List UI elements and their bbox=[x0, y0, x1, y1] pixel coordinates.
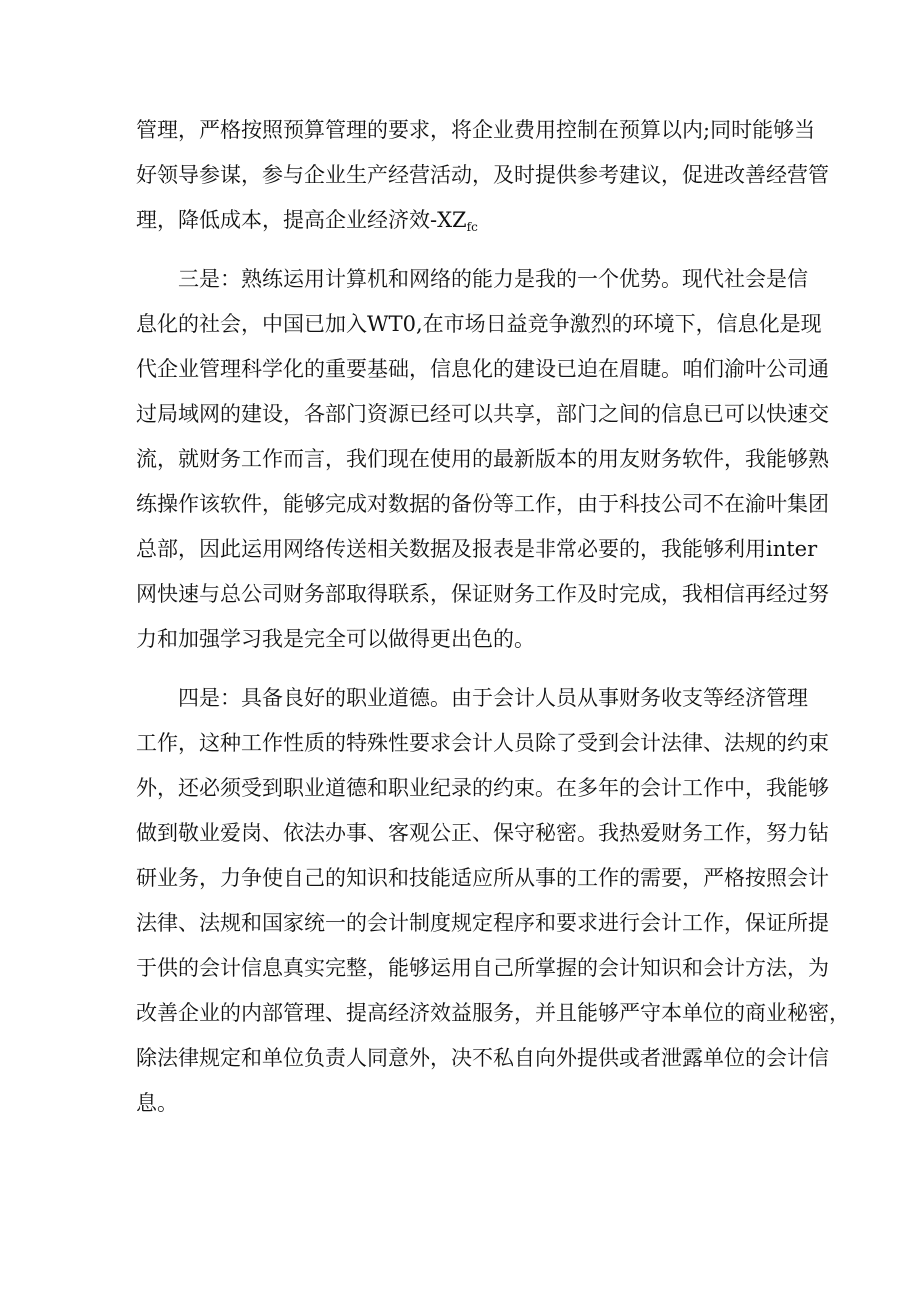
text-line: 网快速与总公司财务部取得联系，保证财务工作及时完成，我相信再经过努 bbox=[136, 582, 829, 606]
subscript-text: fc bbox=[466, 220, 478, 234]
text-line bbox=[136, 198, 792, 243]
text-line: 总部，因此运用网络传送相关数据及报表是非常必要的，我能够利用inter bbox=[136, 537, 818, 561]
paragraph-professional-ethics bbox=[136, 676, 850, 1126]
text-line: 法律、法规和国家统一的会计制度规定程序和要求进行会计工作，保证所提 bbox=[136, 911, 829, 935]
paragraph-spacer bbox=[136, 662, 792, 676]
text-line: 三是：熟练运用计算机和网络的能力是我的一个优势。现代社会是信 bbox=[178, 267, 808, 291]
paragraph-computer-skills bbox=[136, 257, 829, 662]
text-line: 力和加强学习我是完全可以做得更出色的。 bbox=[136, 627, 535, 651]
text-line: 过局域网的建设，各部门资源已经可以共享，部门之间的信息已可以快速交 bbox=[136, 402, 829, 426]
paragraph-budget-management bbox=[136, 108, 829, 243]
document-body bbox=[136, 108, 850, 1126]
text-line: 除法律规定和单位负责人同意外，决不私自向外提供或者泄露单位的会计信 bbox=[136, 1046, 829, 1070]
text-line: 流，就财务工作而言，我们现在使用的最新版本的用友财务软件，我能够熟 bbox=[136, 447, 829, 471]
text-line: 工作，这种工作性质的特殊性要求会计人员除了受到会计法律、法规的约束 bbox=[136, 731, 829, 755]
text-line: 外，还必须受到职业道德和职业纪录的约束。在多年的会计工作中，我能够 bbox=[136, 776, 829, 800]
text-line: 研业务，力争使自己的知识和技能适应所从事的工作的需要，严格按照会计 bbox=[136, 866, 829, 890]
text-line: 练操作该软件，能够完成对数据的备份等工作，由于科技公司不在渝叶集团 bbox=[136, 492, 829, 516]
text-line: 代企业管理科学化的重要基础，信息化的建设已迫在眉睫。咱们渝叶公司通 bbox=[136, 357, 829, 381]
text-line: 息。 bbox=[136, 1091, 178, 1115]
text-line: 管理，严格按照预算管理的要求，将企业费用控制在预算以内;同时能够当 bbox=[136, 118, 816, 142]
text-line: 改善企业的内部管理、提高经济效益服务，并且能够严守本单位的商业秘密， bbox=[136, 1001, 850, 1025]
paragraph-spacer bbox=[136, 243, 792, 257]
text-line: 于供的会计信息真实完整，能够运用自己所掌握的会计知识和会计方法，为 bbox=[136, 956, 829, 980]
text-line: 息化的社会，中国已加入WT0,在市场日益竞争激烈的环境下，信息化是现 bbox=[136, 312, 822, 336]
text-line: 好领导参谋，参与企业生产经营活动，及时提供参考建议，促进改善经营管 bbox=[136, 163, 829, 187]
text-line: 做到敬业爱岗、依法办事、客观公正、保守秘密。我热爱财务工作，努力钻 bbox=[136, 821, 829, 845]
text-line-content: 理，降低成本，提高企业经济效-XZ bbox=[136, 208, 467, 232]
text-line: 四是：具备良好的职业道德。由于会计人员从事财务收支等经济管理 bbox=[178, 686, 808, 710]
